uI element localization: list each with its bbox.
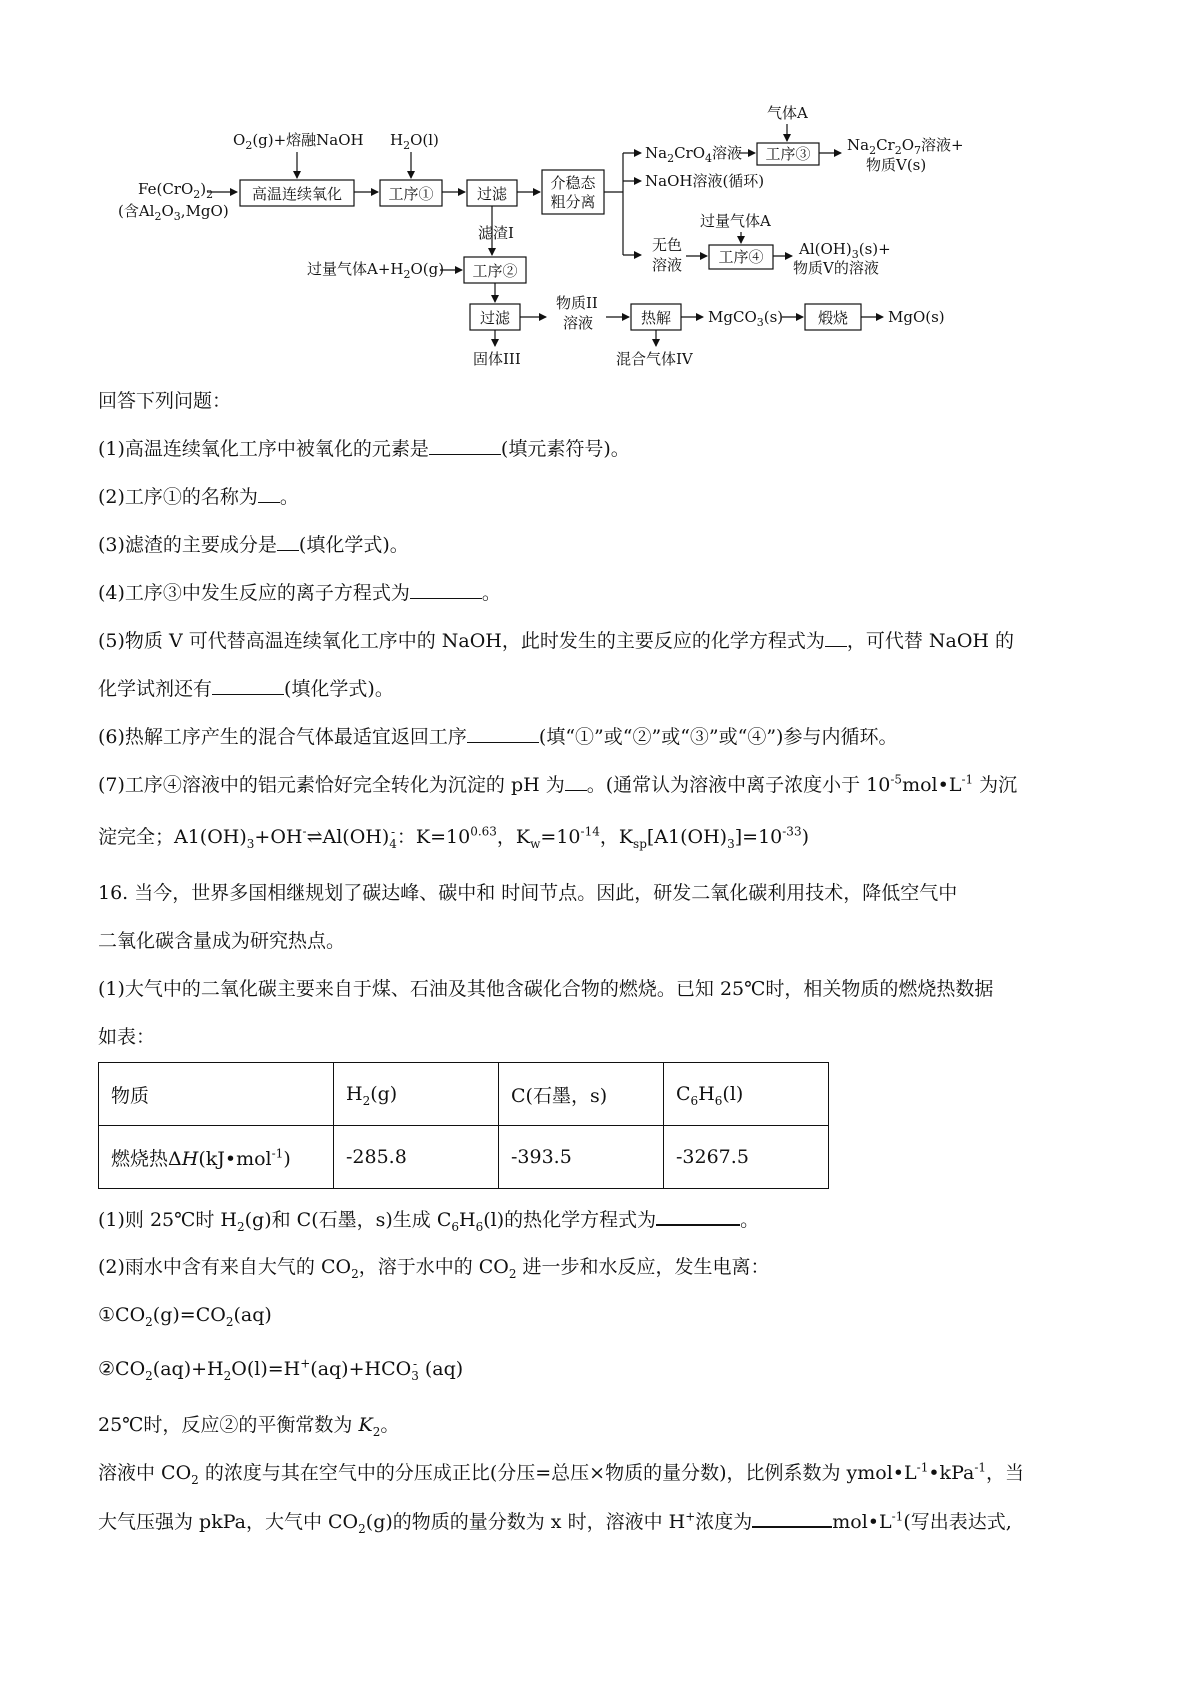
- answer-blank[interactable]: [212, 676, 284, 695]
- substance-v-solution-label: 物质V的溶液: [793, 259, 879, 277]
- question-3: (3)滤渣的主要成分是 (填化学式)。: [98, 534, 409, 556]
- table-header-substance: 物质: [99, 1063, 334, 1126]
- q16-sub2: (2)雨水中含有来自大气的 $CO_2$，溶于水中的 $CO_2$ 进一步和水反应，发生电离：: [98, 1256, 770, 1281]
- q16-intro-1: 16. 当今，世界多国相继规划了碳达峰、碳中和 时间节点。因此，研发二氧化碳利用技术，降低空气中: [98, 882, 958, 904]
- table-cell-h2: -285.8: [334, 1126, 499, 1189]
- answer-blank[interactable]: [277, 532, 299, 551]
- question-6: (6)热解工序产生的混合气体最适宜返回工序 (填“①”或“②”或“③”或“④”)参与内循环。: [98, 726, 898, 748]
- process-flowchart: [0, 0, 1200, 380]
- table-header-graphite: C(石墨，s): [499, 1063, 664, 1126]
- feed-note: (含$Al_2O_3,MgO$): [118, 202, 229, 223]
- na2cr2o7-label: $Na_2Cr_2O_7$溶液+: [847, 136, 964, 157]
- equation-1: $①CO_2(g)=CO_2(aq)$: [98, 1304, 272, 1329]
- mgo-label: MgO(s): [888, 308, 945, 326]
- solubility-text-1: 溶液中 $CO_2$ 的浓度与其在空气中的分压成正比(分压=总压×物质的量分数)，比例系数为 $ymol•L^{-1}•kPa^{-1}$，当: [98, 1460, 1025, 1487]
- solid-iii-label: 固体III: [473, 350, 521, 368]
- question-4: (4)工序③中发生反应的离子方程式为 。: [98, 582, 501, 604]
- question-7: (7)工序④溶液中的铝元素恰好完全转化为沉淀的 pH 为 。(通常认为溶液中离子浓度小于 $10^{-5}mol•L^{-1}$ 为沉: [98, 772, 1018, 796]
- question-2: (2)工序①的名称为 。: [98, 486, 299, 508]
- answer-blank[interactable]: [752, 1508, 832, 1528]
- answer-blank[interactable]: [410, 580, 482, 599]
- equilibrium-constant: 25℃时，反应②的平衡常数为 $K_2$。: [98, 1414, 400, 1439]
- excess-gas-a-label: 过量气体A: [700, 212, 771, 230]
- solubility-text-2: 大气压强为 pkPa，大气中 $CO_2(g)$的物质的量分数为 x 时，溶液中 H+浓度为 $mol•L^{-1}$(写出表达式,: [98, 1509, 1012, 1536]
- substance-v-label: 物质V(s): [866, 156, 927, 174]
- combustion-heat-table: [98, 1062, 829, 1189]
- answer-blank[interactable]: [258, 484, 280, 503]
- gas-a-label: 气体A: [767, 104, 808, 122]
- residue-label: 滤渣I: [478, 224, 514, 242]
- naoh-recycle-label: NaOH溶液(循环): [645, 172, 765, 190]
- table-cell-benzene: -3267.5: [664, 1126, 829, 1189]
- answer-blank[interactable]: [467, 724, 539, 743]
- box-calcine-label: 煅烧: [817, 309, 849, 327]
- question-5-cont: 化学试剂还有 (填化学式)。: [98, 678, 394, 700]
- box-separation-line1: 介稳态: [550, 174, 596, 192]
- box-step3-label: 工序③: [765, 145, 811, 163]
- table-header-h2: $H_2(g)$: [334, 1063, 499, 1126]
- box-separation-line2: 粗分离: [550, 193, 596, 211]
- table-row-label: 燃烧热ΔH(kJ•mol$^{-1}$): [99, 1126, 334, 1189]
- box-oxidation-label: 高温连续氧化: [251, 185, 343, 203]
- excess-gas-water-label: 过量气体$A+H_2O(g)$: [307, 260, 445, 281]
- box-step2-label: 工序②: [472, 262, 518, 280]
- table-header-row: [99, 1063, 829, 1126]
- na2cro4-label: $Na_2CrO_4$溶液: [645, 144, 743, 165]
- answer-intro: 回答下列问题：: [98, 390, 232, 412]
- question-7-cont: 淀完全；$A1(OH)_3+OH^-\rightleftharpoons Al(OH)$ - 4 ：$K=10^{0.63}$，$K_w=10^{-14}$，$K_{sp}[A1(OH)_3]=10^{-33}$): [98, 824, 809, 851]
- question-5: (5)物质 V 可代替高温连续氧化工序中的 NaOH，此时发生的主要反应的化学方程式为 ，可代替 NaOH 的: [98, 630, 1015, 652]
- box-filter2-label: 过滤: [479, 309, 511, 327]
- colorless-label-1: 无色: [652, 236, 683, 254]
- box-step1-label: 工序①: [388, 185, 434, 203]
- answer-blank[interactable]: [429, 436, 501, 455]
- box-pyrolysis-label: 热解: [640, 309, 672, 327]
- answer-blank[interactable]: [565, 772, 587, 791]
- equation-2: $②CO_2(aq)+H_2O(l)=H^+(aq)+HCO$ - 3 (aq): [98, 1356, 464, 1383]
- q16-intro-2: 二氧化碳含量成为研究热点。: [98, 930, 346, 952]
- table-cell-graphite: -393.5: [499, 1126, 664, 1189]
- q16-part1-a: (1)大气中的二氧化碳主要来自于煤、石油及其他含碳化合物的燃烧。已知 25℃时，相关物质的燃烧热数据: [98, 978, 994, 1000]
- table-row: [99, 1126, 829, 1189]
- q16-sub1: (1)则 25℃时 $H_2(g)$和 C(石墨，s)生成 $C_6H_6(l)$的热化学方程式为 。: [98, 1206, 759, 1233]
- mixed-gas-iv-label: 混合气体IV: [616, 350, 693, 368]
- q16-part1-b: 如表：: [98, 1026, 156, 1048]
- answer-blank[interactable]: [656, 1206, 740, 1226]
- feed-label: $Fe(CrO_2)_2$: [138, 180, 214, 201]
- mgco3-label: MgCO$_3$(s): [708, 308, 784, 329]
- colorless-label-2: 溶液: [652, 256, 683, 274]
- box-step4-label: 工序④: [718, 248, 764, 266]
- table-header-benzene: $C_6H_6(l)$: [664, 1063, 829, 1126]
- aloh3-label: $Al(OH)_3(s)+$: [799, 240, 891, 261]
- water-label: $H_2O(l)$: [390, 131, 439, 152]
- oxygen-naoh-label: $O_2(g)+$熔融NaOH: [233, 131, 364, 152]
- answer-blank[interactable]: [825, 628, 847, 647]
- question-1: (1)高温连续氧化工序中被氧化的元素是 (填元素符号)。: [98, 438, 630, 460]
- substance-ii-label-1: 物质II: [556, 294, 598, 312]
- box-filter1-label: 过滤: [476, 185, 508, 203]
- substance-ii-label-2: 溶液: [563, 314, 594, 332]
